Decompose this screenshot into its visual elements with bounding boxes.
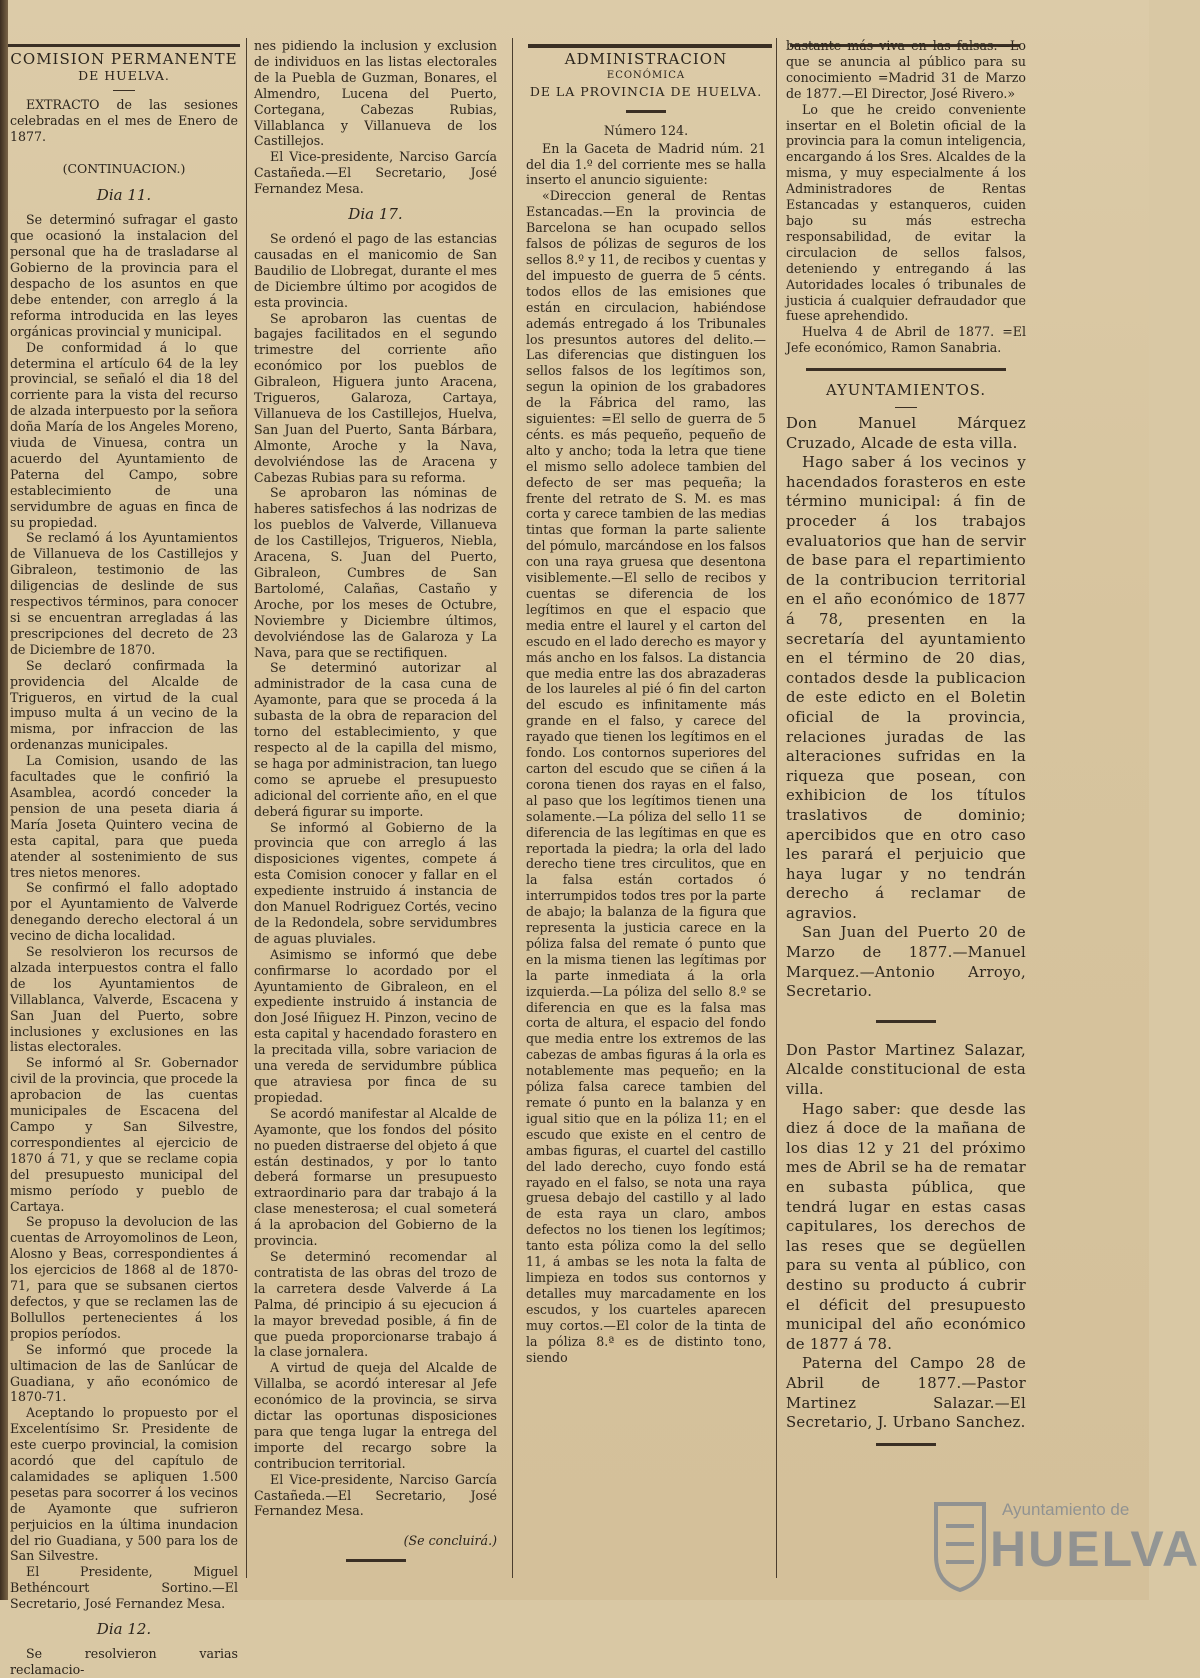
edict-2 xyxy=(786,1041,1026,1433)
edict-heading: Don Manuel Márquez Cruzado, Alcade de esta villa. xyxy=(786,415,1026,452)
paragraph: Aceptando lo propuesto por el Excelentísimo Sr. Presidente de este cuerpo provincial, la comision acordó que del capítulo de calamidades se apliquen 1.500 pesetas para socorrer á los vecinos de Ayamonte que sufrieron perjuicios en la última inundacion del rio Guadiana, y 500 para los de San Silvestre. xyxy=(10,1405,238,1564)
paragraph: A virtud de queja del Alcalde de Villalba, se acordó interesar al Jefe económico de la provincia, se sirva dictar las oportunas disposiciones para que tenga lugar la entrega del importe del recargo sobre la contribucion territorial. xyxy=(254,1360,497,1471)
signature: Huelva 4 de Abril de 1877. =El Jefe económico, Ramon Sanabria. xyxy=(786,324,1026,356)
column-2 xyxy=(254,38,497,1578)
shield-icon xyxy=(932,1496,988,1592)
divider xyxy=(626,110,666,113)
paragraph: De conformidad á lo que determina el artículo 64 de la ley provincial, se señaló el dia 18 del corriente para la vista del recurso de alzada interpuesto por la señora doña María de los Angeles Moreno, viuda de Vinuesa, contra un acuerdo del Ayuntamiento de Paterna del Campo, sobre establecimiento de una servidumbre de aguas en finca de su propiedad. xyxy=(10,339,238,530)
signature: San Juan del Puerto 20 de Marzo de 1877.—Manuel Marquez.—Antonio Arroyo, Secretario. xyxy=(786,924,1026,1001)
signature: Paterna del Campo 28 de Abril de 1877.—Pastor Martinez Salazar.—El Secretario, J. Urbano Sanchez. xyxy=(786,1355,1026,1432)
divider xyxy=(806,368,1006,371)
paragraph: Lo que he creido conveniente insertar en el Boletin oficial de la provincia para la comun inteligencia, encargando á los Sres. Alcaldes de la misma, y muy especialmente á los Administradores de Rentas Estancadas y estanqueros, cuiden bajo su más estrecha responsabilidad, de evitar la circulacion de sellos falsos, deteniendo y entregando á las Autoridades locales ó tribunales de justicia á cualquier defraudador que fuese aprehendido. xyxy=(786,101,1026,324)
signature: El Vice-presidente, Narciso García Castañeda.—El Secretario, José Fernandez Mesa. xyxy=(254,1471,497,1519)
signature: El Vice-presidente, Narciso García Castañeda.—El Secretario, José Fernandez Mesa. xyxy=(254,149,497,197)
edict-1 xyxy=(786,414,1026,1002)
divider xyxy=(895,407,917,408)
signature: El Presidente, Miguel Bethéncourt Sortino.—El Secretario, José Fernandez Mesa. xyxy=(10,1564,238,1612)
column-3 xyxy=(526,38,766,1578)
paragraph: nes pidiendo la inclusion y exclusion de individuos en las listas electorales de la Puebla de Guzman, Bonares, el Almendro, Lucena del Puerto, Cortegana, Cabezas Rubias, Villablanca y Villanueva de los Castillejos. xyxy=(254,38,497,149)
paragraph: bastante más viva en las falsas.—Lo que se anuncia al público para su conocimiento =Madrid 31 de Marzo de 1877.—El Director, José Rivero.» xyxy=(786,38,1026,101)
to-be-continued: (Se concluirá.) xyxy=(403,1533,497,1549)
column-4 xyxy=(786,38,1026,1578)
paragraph: La Comision, usando de las facultades que le confirió la Asamblea, acordó conceder la pension de una peseta diaria á María Joseta Quintero vecina de esta capital, para que pueda atender al sostenimiento de sus tres nietos menores. xyxy=(10,753,238,880)
divider xyxy=(876,1443,936,1446)
paragraph: Se informó que procede la ultimacion de las de Sanlúcar de Guadiana, y año económico de 1870-71. xyxy=(10,1341,238,1405)
paragraph: Hago saber á los vecinos y hacendados forasteros en este término municipal: á fin de proceder á los trabajos evaluatorios que han de servir de base para el repartimiento de la contribucion territorial en el año económico de 1877 á 78, presenten en la secretaría del ayuntamiento en el término de 20 dias, contados desde la publicacion de este edicto en el Boletin oficial de la provincia, relaciones juradas de las alteraciones sufridas en la riqueza que posean, con exhibicion de los títulos traslativos de dominio; apercibidos que en otro caso les parará el perjuicio que haya lugar y no tendrán derecho á reclamar de agravios. xyxy=(786,454,1026,922)
section-subtitle: DE LA PROVINCIA DE HUELVA. xyxy=(529,83,763,99)
watermark-text: Ayuntamiento de xyxy=(1002,1500,1130,1519)
column-divider xyxy=(776,38,777,1578)
column-divider xyxy=(512,38,513,1578)
paragraph: «Direccion general de Rentas Estancadas.—En la provincia de Barcelona se han ocupado sellos falsos de pólizas de seguros de los sellos 8.º y 11, de recibos y cuentas y del impuesto de guerra de 5 cénts. todos ellos de las emisiones que están en circulacion, habiéndose además entregado á los Tribunales los presuntos autores del delito.—Las diferencias que distinguen los sellos falsos de los legítimos son, segun la opinion de los grabadores de la Fábrica del ramo, las siguientes: =El sello de guerra de 5 cénts. es más pequeño, pequeño de alto y ancho; toda la letra que tiene el mismo sello adolece tambien del defecto de ser mas pequeña; la frente del retrato de S. M. es mas corta y carece tambien de las medias tintas que forman la parte saliente del pómulo, marcándose en los falsos con una raya gruesa que desentona visiblemente.—El sello de recibos y cuentas se diferencia de los legítimos en que el espacio que media entre el laurel y el carton del escudo en el lado derecho es mayor y más ancho en los falsos. La distancia que media entre las dos abrazaderas de los laureles al pié ó fin del carton del escudo es infinitamente más grande en el falso, y carece del rayado que tienen los legítimos en el fondo. Los contornos superiores del carton del escudo que se ciñen á la corona tienen dos rayas en el falso, al paso que los legítimos tienen una solamente.—La póliza del sello 11 se diferencia de las legítimas en que es reportada la piedra; la orla del lado derecho tiene tres circulitos, que en la falsa están cortados ó interrumpidos todos tres por la parte de abajo; la balanza de la figura que representa la justicia carece en la póliza falsa del remate ó punto que en la misma tienen las legítimas por la parte inmediata á la orla izquierda.—La póliza del sello 8.º se diferencia en que es la falsa mas corta de altura, el espacio del fondo que media entre los extremos de las cabezas de ambas figuras á la orla es notablemente mas pequeño; en la póliza falsa carece tambien del remate ó punto en la balanza y en igual sitio que en la póliza 11; en el escudo que existe en el centro de ambas figuras, el cuartel del castillo del lado derecho, cuyo fondo está rayado en el falso, se nota una raya gruesa debajo del castillo y al lado de esta raya un claro, ambos defectos no los tienen los legítimos; tanto esta póliza como la del sello 11, á ambas se les nota la falta de limpieza en todos sus contornos y detalles muy marcadamente en los escudos, y los cuarteles aparecen muy cortos.—El color de la tinta de la póliza 8.ª es de distinto tono, siendo xyxy=(526,188,766,1365)
edict-heading: Don Pastor Martinez Salazar, Alcalde constitucional de esta villa. xyxy=(786,1041,1026,1099)
day-heading: Dia 11. xyxy=(96,186,152,205)
paragraph: Se resolvieron los recursos de alzada interpuestos contra el fallo de los Ayuntamientos de Villablanca, Valverde, Escacena y San Juan del Puerto, sobre inclusiones y exclusiones en las listas electorales. xyxy=(10,944,238,1055)
day-heading: Dia 17. xyxy=(348,205,403,224)
section-subtitle: ECONÓMICA xyxy=(606,69,686,81)
paragraph: Se resolvieron varias reclamacio- xyxy=(10,1646,238,1677)
paragraph: Se determinó sufragar el gasto que ocasionó la instalacion del personal que ha de trasladarse al Gobierno de la provincia para el despacho de los asuntos en que debe entender, con arreglo á la reforma introducida en las leyes orgánicas provincial y municipal. xyxy=(10,212,238,339)
day-heading: Dia 12. xyxy=(96,1620,152,1639)
paragraph: Se determinó recomendar al contratista de las obras del trozo de la carretera desde Valverde á La Palma, dé principio á su ejecucion á la mayor brevedad posible, á fin de que pueda proporcionarse trabajo á la clase jornalera. xyxy=(254,1248,497,1360)
section-subtitle: DE HUELVA. xyxy=(78,67,170,83)
paragraph: Se confirmó el fallo adoptado por el Ayuntamiento de Valverde denegando derecho electoral á un vecino de dicha localidad. xyxy=(10,880,238,944)
watermark-text: HUELVA xyxy=(990,1521,1200,1577)
paragraph: Se reclamó á los Ayuntamientos de Villanueva de los Castillejos y Gibraleon, testimonio de las diligencias de deslinde de sus respectivos términos, para conocer si se encuentran arregladas á las prescripciones del decreto de 23 de Diciembre de 1870. xyxy=(10,530,238,657)
divider xyxy=(876,1020,936,1023)
section-title: ADMINISTRACION xyxy=(564,50,728,68)
paragraph: Se propuso la devolucion de las cuentas de Arroyomolinos de Leon, Alosno y Beas, correspondientes á los ejercicios de 1868 al de 1870-71, para que se subsanen ciertos defectos, y que se reclamen las de Bollullos pertenecientes á los propios períodos. xyxy=(10,1214,238,1341)
paragraph: Se informó al Gobierno de la provincia que con arreglo á las disposiciones vigentes, compete á esta Comision conocer y fallar en el expediente instruido á instancia de don Manuel Rodriguez Cortés, vecino de la Redondela, sobre servidumbres de aguas pluviales. xyxy=(254,819,497,946)
column-divider xyxy=(246,38,247,1578)
paragraph: Se declaró confirmada la providencia del Alcalde de Trigueros, en virtud de la cual impuso multa á un vecino de la misma, por infraccion de las ordenanzas municipales. xyxy=(10,657,238,753)
watermark-logo xyxy=(932,1496,1200,1596)
paragraph: Se ordenó el pago de las estancias causadas en el manicomio de San Baudilio de Llobregat, durante el mes de Diciembre último por acogidos de esta provincia. xyxy=(254,230,497,310)
paragraph: Se informó al Sr. Gobernador civil de la provincia, que procede la aprobacion de las cuentas municipales de Escacena del Campo y San Silvestre, correspondientes al ejercicio de 1870 á 71, y que se reclame copia del presupuesto municipal del mismo período y pueblo de Cartaya. xyxy=(10,1055,238,1214)
paragraph: Hago saber: que desde las diez á doce de la mañana de los dias 12 y 21 del próximo mes de Abril se ha de rematar en subasta pública, que tendrá lugar en estas casas capitulares, los derechos de las reses que se degüellen para su venta al público, con destino su producto á cubrir el déficit del presupuesto municipal del año económico de 1877 á 78. xyxy=(786,1100,1026,1353)
page-binding-edge xyxy=(0,0,8,1600)
divider xyxy=(113,90,135,91)
paragraph: Se acordó manifestar al Alcalde de Ayamonte, que los fondos del pósito no pueden distraerse del objeto á que están destinados, y por lo tanto deberá formarse un presupuesto extraordinario para dar trabajo á la clase menesterosa; el cual someterá á la aprobacion del Gobierno de la provincia. xyxy=(254,1105,497,1249)
divider xyxy=(346,1559,406,1562)
paragraph: Se determinó autorizar al administrador de la casa cuna de Ayamonte, para que se proceda á la subasta de la obra de reparacion del torno del establecimiento, y que respecto al de la capilla del mismo, se haga por administracion, tan luego como se apruebe el presupuesto adicional del corriente año, en el que deberá figurar su importe. xyxy=(254,660,497,819)
notice-number: Número 124. xyxy=(603,122,689,138)
column-1 xyxy=(10,38,238,1677)
paragraph: Se aprobaron las nóminas de haberes satisfechos á las nodrizas de los pueblos de Valverde, Villanueva de los Castillejos, Trigueros, Niebla, Aracena, S. Juan del Puerto, Gibraleon, Cumbres de San Bartolomé, Calañas, Castaño y Aroche, por los meses de Octubre, Noviembre y Diciembre últimos, devolviéndose las de Galaroza y La Nava, para que se rectifiquen. xyxy=(254,485,497,660)
extract-heading: EXTRACTO de las sesiones celebradas en el mes de Enero de 1877. xyxy=(10,96,238,144)
continuation-label: (CONTINUACION.) xyxy=(62,160,186,176)
paragraph: Asimismo se informó que debe confirmarse lo acordado por el Ayuntamiento de Gibraleon, en el expediente instruido á instancia de don José Iñiguez H. Pinzon, vecino de esta capital y hacendado forastero en la precitada villa, sobre variacion de una vereda de servidumbre pública que atraviesa por finca de su propiedad. xyxy=(254,946,497,1105)
section-title: AYUNTAMIENTOS. xyxy=(825,382,987,400)
section-title: COMISION PERMANENTE xyxy=(10,50,238,68)
paragraph: En la Gaceta de Madrid núm. 21 del dia 1.º del corriente mes se halla inserto el anuncio siguiente: xyxy=(526,140,766,188)
paragraph: Se aprobaron las cuentas de bagajes facilitados en el segundo trimestre del corriente año económico por los pueblos de Gibraleon, Higuera junto Aracena, Trigueros, Galaroza, Cartaya, Villanueva de los Castillejos, Huelva, San Juan del Puerto, Santa Bárbara, Almonte, Aroche y la Nava, devolviéndose las de Aracena y Cabezas Rubias para su reforma. xyxy=(254,310,497,485)
